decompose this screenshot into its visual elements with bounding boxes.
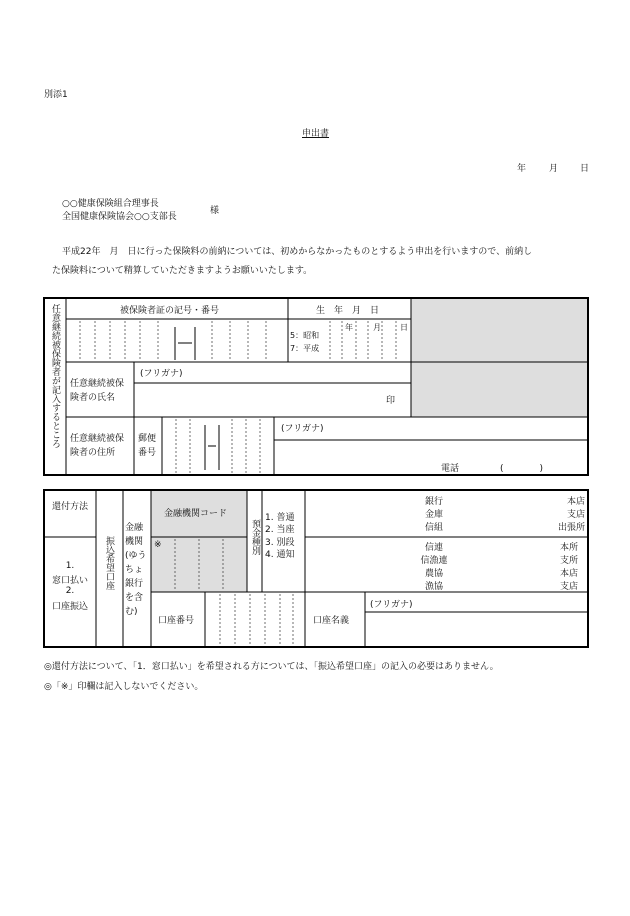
note-2: ◎「※」印欄は記入しないでください。 bbox=[44, 682, 204, 692]
birth-year-unit: 年 bbox=[345, 323, 353, 332]
date-year: 年 bbox=[517, 164, 527, 174]
birth-month-unit: 月 bbox=[373, 323, 381, 332]
account-number-label: 口座番号 bbox=[158, 616, 195, 626]
phone-label: 電話 bbox=[441, 464, 460, 474]
deposit-type-label: 預金種別 bbox=[250, 519, 260, 555]
bank-right-bottom-2: 支所 bbox=[559, 556, 578, 566]
addressee-line2: 全国健康保険協会○○支部長 bbox=[62, 212, 177, 222]
page-title: 申出書 bbox=[302, 129, 330, 139]
bank-left-bottom-2: 信漁連 bbox=[420, 556, 448, 566]
fin-inst-label: 金融機関(ゆうちょ銀行を含む) bbox=[125, 523, 147, 617]
seal-mark: 印 bbox=[386, 396, 396, 406]
bank-right-bottom-1: 本所 bbox=[559, 543, 578, 553]
bank-left-bottom-3: 農協 bbox=[424, 569, 443, 579]
furigana-address: (フリガナ) bbox=[281, 424, 324, 434]
addressee-line1: ○○健康保険組合理事長 bbox=[62, 199, 159, 209]
note-mark: ※ bbox=[154, 540, 162, 550]
bank-right-top-3: 出張所 bbox=[557, 523, 585, 533]
transfer-account-label: 振込希望口座 bbox=[104, 536, 114, 590]
refund-option-2-label: 口座振込 bbox=[51, 602, 88, 612]
date-month: 月 bbox=[549, 164, 559, 174]
attachment-label: 別添1 bbox=[44, 90, 68, 100]
insured-number-label: 被保険者証の記号・番号 bbox=[120, 306, 220, 316]
refund-option-2-num: 2. bbox=[65, 586, 75, 596]
name-label: 任意継続被保険者の氏名 bbox=[70, 379, 125, 403]
side-label: 任意継続被保険者が記入するところ bbox=[50, 304, 60, 448]
furigana-name: (フリガナ) bbox=[140, 369, 183, 379]
era-option-showa: 5：昭和 bbox=[290, 331, 320, 340]
birth-label: 生 年 月 日 bbox=[316, 306, 380, 316]
bank-right-bottom-3: 本店 bbox=[559, 569, 578, 579]
bank-left-bottom-4: 漁協 bbox=[424, 582, 443, 592]
birth-day-unit: 日 bbox=[400, 323, 408, 332]
deposit-type-4: 4. 通知 bbox=[265, 550, 295, 560]
furigana-account: (フリガナ) bbox=[370, 600, 413, 610]
deposit-type-1: 1. 普通 bbox=[265, 513, 295, 523]
bank-left-top-3: 信組 bbox=[424, 523, 443, 533]
refund-option-1-label: 窓口払い bbox=[51, 576, 88, 586]
postal-label: 郵便番号 bbox=[138, 434, 157, 458]
bank-right-top-2: 支店 bbox=[566, 510, 585, 520]
deposit-type-2: 2. 当座 bbox=[265, 525, 295, 535]
date-day: 日 bbox=[580, 164, 590, 174]
addressee-honorific: 様 bbox=[210, 206, 220, 216]
bank-right-bottom-4: 支店 bbox=[559, 582, 578, 592]
address-label: 任意継続被保険者の住所 bbox=[70, 434, 125, 458]
deposit-type-3: 3. 別段 bbox=[265, 538, 295, 548]
intro-line1: 平成22年 月 日に行った保険料の前納については、初めからなかったものとするよう申出を行いますので、前納し bbox=[62, 247, 533, 257]
bank-left-top-1: 銀行 bbox=[424, 497, 443, 507]
bank-left-top-2: 金庫 bbox=[424, 510, 443, 520]
bank-right-top-1: 本店 bbox=[566, 497, 585, 507]
account-name-label: 口座名義 bbox=[313, 616, 350, 626]
intro-line2: た保険料について精算していただきますようお願いいたします。 bbox=[52, 266, 313, 276]
refund-option-1-num: 1. bbox=[65, 561, 75, 571]
fin-code-label: 金融機関コード bbox=[164, 509, 228, 519]
note-1: ◎還付方法について、「1．窓口払い」を希望される方については、「振込希望口座」の記入の必要はありません。 bbox=[44, 662, 499, 672]
era-option-heisei: 7：平成 bbox=[290, 344, 320, 353]
phone-parens: ( ) bbox=[500, 464, 544, 474]
refund-method-label: 還付方法 bbox=[51, 502, 88, 512]
bank-left-bottom-1: 信連 bbox=[424, 543, 443, 553]
